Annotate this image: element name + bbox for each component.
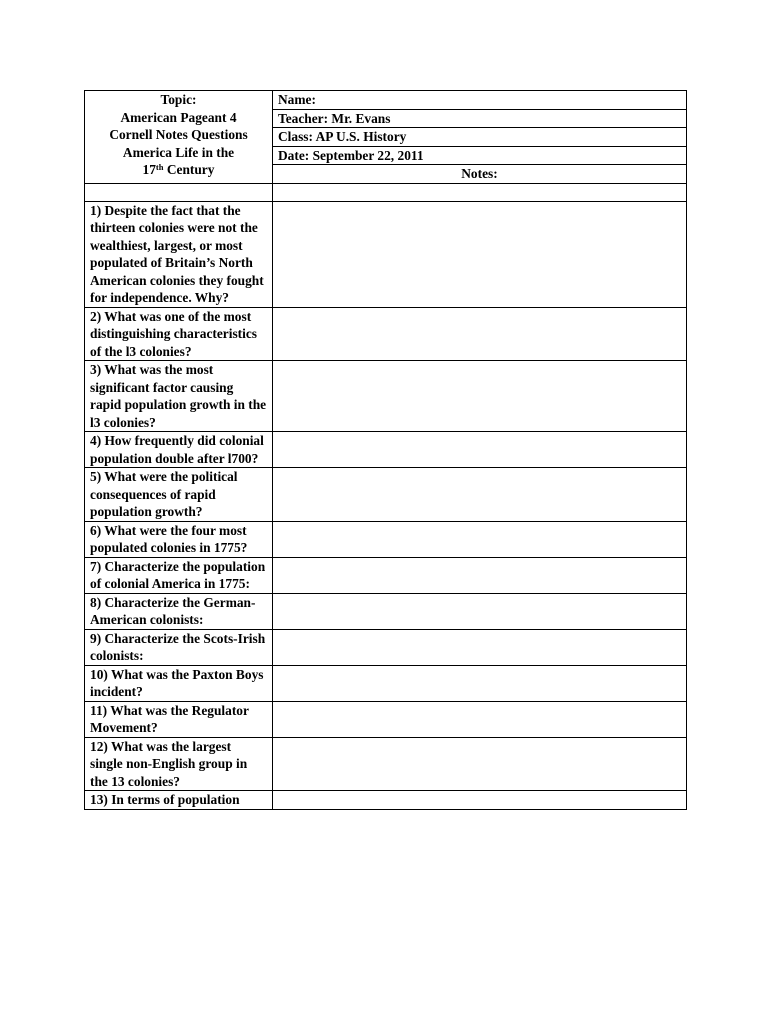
century-superscript: th: [155, 162, 164, 172]
cornell-notes-table: [84, 90, 687, 810]
notes-cell-11[interactable]: [273, 701, 687, 737]
question-row-2: [85, 307, 687, 361]
question-4: 4) How frequently did colonial population double after l700?: [85, 432, 273, 468]
question-row-12: [85, 737, 687, 791]
notes-cell-13[interactable]: [273, 791, 687, 810]
question-8: 8) Characterize the German-American colonists:: [85, 593, 273, 629]
notes-cell-1[interactable]: [273, 201, 687, 307]
question-row-9: [85, 629, 687, 665]
question-9: 9) Characterize the Scots-Irish colonists:: [85, 629, 273, 665]
notes-cell-6[interactable]: [273, 521, 687, 557]
question-row-11: [85, 701, 687, 737]
topic-line-4: [90, 161, 267, 179]
question-1: 1) Despite the fact that the thirteen colonies were not the wealthiest, largest, or most populated of Britain’s North American colonies they fought for independence. Why?: [85, 201, 273, 307]
notes-cell-12[interactable]: [273, 737, 687, 791]
notes-cell-7[interactable]: [273, 557, 687, 593]
topic-line-2: Cornell Notes Questions: [109, 127, 248, 142]
topic-line-3: America Life in the: [122, 144, 235, 160]
notes-cell-9[interactable]: [273, 629, 687, 665]
class-field: Class: AP U.S. History: [273, 128, 687, 147]
header-row-name: [85, 91, 687, 110]
notes-cell-5[interactable]: [273, 468, 687, 522]
question-13: 13) In terms of population: [85, 791, 273, 810]
question-row-1: [85, 201, 687, 307]
question-row-7: [85, 557, 687, 593]
notes-cell-2[interactable]: [273, 307, 687, 361]
question-row-8: [85, 593, 687, 629]
topic-line-1: American Pageant 4: [120, 109, 237, 125]
date-field: Date: September 22, 2011: [273, 146, 687, 165]
question-12: 12) What was the largest single non-English group in the 13 colonies?: [85, 737, 273, 791]
notes-cell-4[interactable]: [273, 432, 687, 468]
question-2: 2) What was one of the most distinguishing characteristics of the l3 colonies?: [85, 307, 273, 361]
notes-cell-10[interactable]: [273, 665, 687, 701]
question-6: 6) What were the four most populated colonies in 1775?: [85, 521, 273, 557]
question-7: 7) Characterize the population of colonial America in 1775:: [85, 557, 273, 593]
topic-label: Topic:: [160, 92, 197, 107]
question-10: 10) What was the Paxton Boys incident?: [85, 665, 273, 701]
question-row-4: [85, 432, 687, 468]
century-word: Century: [163, 162, 215, 177]
blank-left-cell: [85, 183, 273, 201]
question-3: 3) What was the most significant factor causing rapid population growth in the l3 colonies?: [85, 361, 273, 432]
question-row-10: [85, 665, 687, 701]
question-row-3: [85, 361, 687, 432]
question-row-5: [85, 468, 687, 522]
question-row-13: [85, 791, 687, 810]
notes-cell-3[interactable]: [273, 361, 687, 432]
teacher-field: Teacher: Mr. Evans: [273, 109, 687, 128]
question-row-6: [85, 521, 687, 557]
blank-right-cell: [273, 183, 687, 201]
notes-cell-8[interactable]: [273, 593, 687, 629]
name-field[interactable]: Name:: [273, 91, 687, 110]
notes-heading: Notes:: [273, 165, 687, 184]
question-11: 11) What was the Regulator Movement?: [85, 701, 273, 737]
topic-cell: [85, 91, 273, 184]
century-number: 17: [142, 162, 156, 177]
blank-row: [85, 183, 687, 201]
question-5: 5) What were the political consequences of rapid population growth?: [85, 468, 273, 522]
